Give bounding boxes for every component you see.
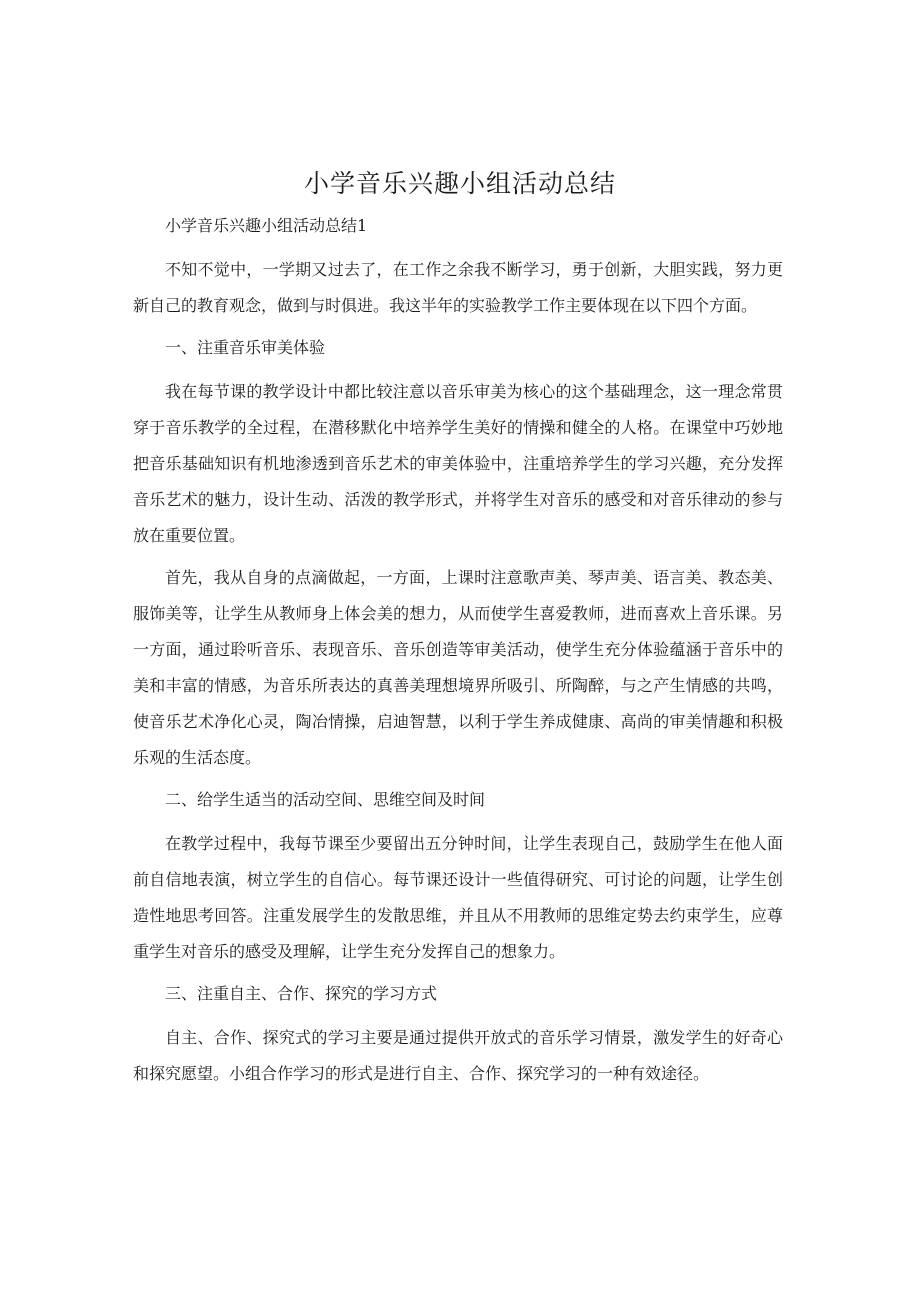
- paragraph-section-1-a: 我在每节课的教学设计中都比较注意以音乐审美为核心的这个基础理念，这一理念常贯穿于音乐教学的全过程，在潜移默化中培养学生美好的情操和健全的人格。在课堂中巧妙地把音乐基础知识有机地渗透到音乐艺术的审美体验中，注重培养学生的学习兴趣，充分发挥音乐艺术的魅力，设计生动、活泼的教学形式，并将学生对音乐的感受和对音乐律动的参与放在重要位置。: [133, 382, 783, 545]
- section-heading-1: 一、注重音乐审美体验: [165, 338, 326, 357]
- paragraph-section-3: 自主、合作、探究式的学习主要是通过提供开放式的音乐学习情景，激发学生的好奇心和探究愿望。小组合作学习的形式是进行自主、合作、探究学习的一种有效途径。: [133, 1028, 783, 1083]
- paragraph-section-1-b: 首先，我从自身的点滴做起，一方面，上课时注意歌声美、琴声美、语言美、教态美、服饰美等，让学生从教师身上体会美的想力，从而使学生喜爱教师，进而喜欢上音乐课。另一方面，通过聆听音乐、表现音乐、音乐创造等审美活动，使学生充分体验蕴涵于音乐中的美和丰富的情感，为音乐所表达的真善美理想境界所吸引、所陶醉，与之产生情感的共鸣，使音乐艺术净化心灵，陶冶情操，启迪智慧，以利于学生养成健康、高尚的审美情趣和积极乐观的生活态度。: [133, 568, 783, 767]
- section-heading-3: 三、注重自主、合作、探究的学习方式: [165, 984, 438, 1003]
- document-title: 小学音乐兴趣小组活动总结: [303, 169, 616, 198]
- document-subtitle: 小学音乐兴趣小组活动总结1: [165, 216, 368, 235]
- paragraph-intro: 不知不觉中，一学期又过去了，在工作之余我不断学习，勇于创新，大胆实践，努力更新自己的教育观念，做到与时俱进。我这半年的实验教学工作主要体现在以下四个方面。: [133, 260, 783, 315]
- document-body: [133, 208, 783, 1098]
- section-heading-2: 二、给学生适当的活动空间、思维空间及时间: [165, 790, 486, 809]
- paragraph-section-2: 在教学过程中，我每节课至少要留出五分钟时间，让学生表现自己，鼓励学生在他人面前自信地表演，树立学生的自信心。每节课还设计一些值得研究、可讨论的问题，让学生创造性地思考回答。注重发展学生的发散思维，并且从不用教师的思维定势去约束学生，应尊重学生对音乐的感受及理解，让学生充分发挥自己的想象力。: [133, 834, 783, 961]
